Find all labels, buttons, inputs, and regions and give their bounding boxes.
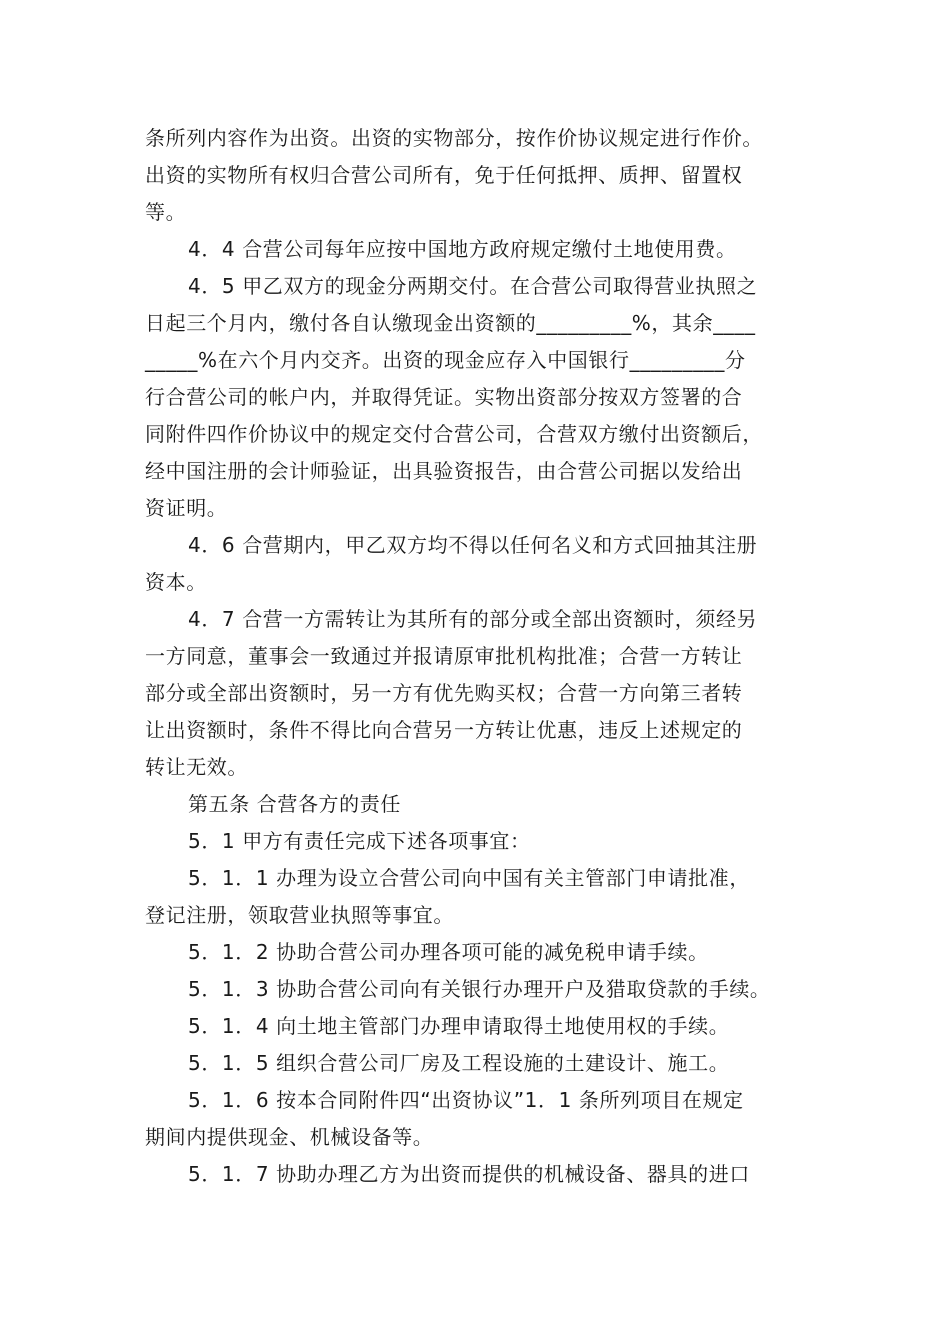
text-line: 让出资额时，条件不得比向合营另一方转让优惠，违反上述规定的: [145, 718, 743, 742]
text-line: 5．1．4 向土地主管部门办理申请取得土地使用权的手续。: [188, 1014, 730, 1038]
text-line: 5．1．5 组织合营公司厂房及工程设施的土建设计、施工。: [188, 1051, 730, 1075]
text-line: 登记注册，领取营业执照等事宜。: [145, 903, 454, 927]
text-line: 5．1．3 协助合营公司向有关银行办理开户及猎取贷款的手续。: [188, 977, 771, 1001]
text-line: _____%在六个月内交齐。出资的现金应存入中国银行_________分: [145, 348, 746, 372]
text-line: 5．1．2 协助合营公司办理各项可能的减免税申请手续。: [188, 940, 709, 964]
text-line: 4．7 合营一方需转让为其所有的部分或全部出资额时，须经另: [188, 607, 758, 631]
text-line: 第五条 合营各方的责任: [188, 792, 401, 816]
text-line: 5．1．6 按本合同附件四“出资协议”1．1 条所列项目在规定: [188, 1088, 744, 1112]
text-line: 出资的实物所有权归合营公司所有，免于任何抵押、质押、留置权: [145, 163, 743, 187]
text-line: 5．1．1 办理为设立合营公司向中国有关主管部门申请批准，: [188, 866, 750, 890]
text-line: 同附件四作价协议中的规定交付合营公司，合营双方缴付出资额后，: [145, 422, 763, 446]
text-line: 条所列内容作为出资。出资的实物部分，按作价协议规定进行作价。: [145, 126, 763, 150]
text-line: 部分或全部出资额时，另一方有优先购买权；合营一方向第三者转: [145, 681, 743, 705]
text-line: 4．6 合营期内，甲乙双方均不得以任何名义和方式回抽其注册: [188, 533, 758, 557]
text-line: 行合营公司的帐户内，并取得凭证。实物出资部分按双方签署的合: [145, 385, 743, 409]
text-line: 等。: [145, 200, 187, 224]
text-line: 资证明。: [145, 496, 228, 520]
text-line: 转让无效。: [145, 755, 248, 779]
text-line: 5．1 甲方有责任完成下述各项事宜：: [188, 829, 531, 853]
text-line: 日起三个月内，缴付各自认缴现金出资额的_________%，其余____: [145, 311, 756, 335]
text-line: 资本。: [145, 570, 207, 594]
document-body: [145, 120, 810, 1193]
text-line: 4．5 甲乙双方的现金分两期交付。在合营公司取得营业执照之: [188, 274, 758, 298]
text-line: 5．1．7 协助办理乙方为出资而提供的机械设备、器具的进口: [188, 1162, 750, 1186]
text-line: 4．4 合营公司每年应按中国地方政府规定缴付土地使用费。: [188, 237, 737, 261]
text-line: 一方同意，董事会一致通过并报请原审批机构批准；合营一方转让: [145, 644, 743, 668]
text-line: 经中国注册的会计师验证，出具验资报告，由合营公司据以发给出: [145, 459, 743, 483]
text-line: 期间内提供现金、机械设备等。: [145, 1125, 434, 1149]
